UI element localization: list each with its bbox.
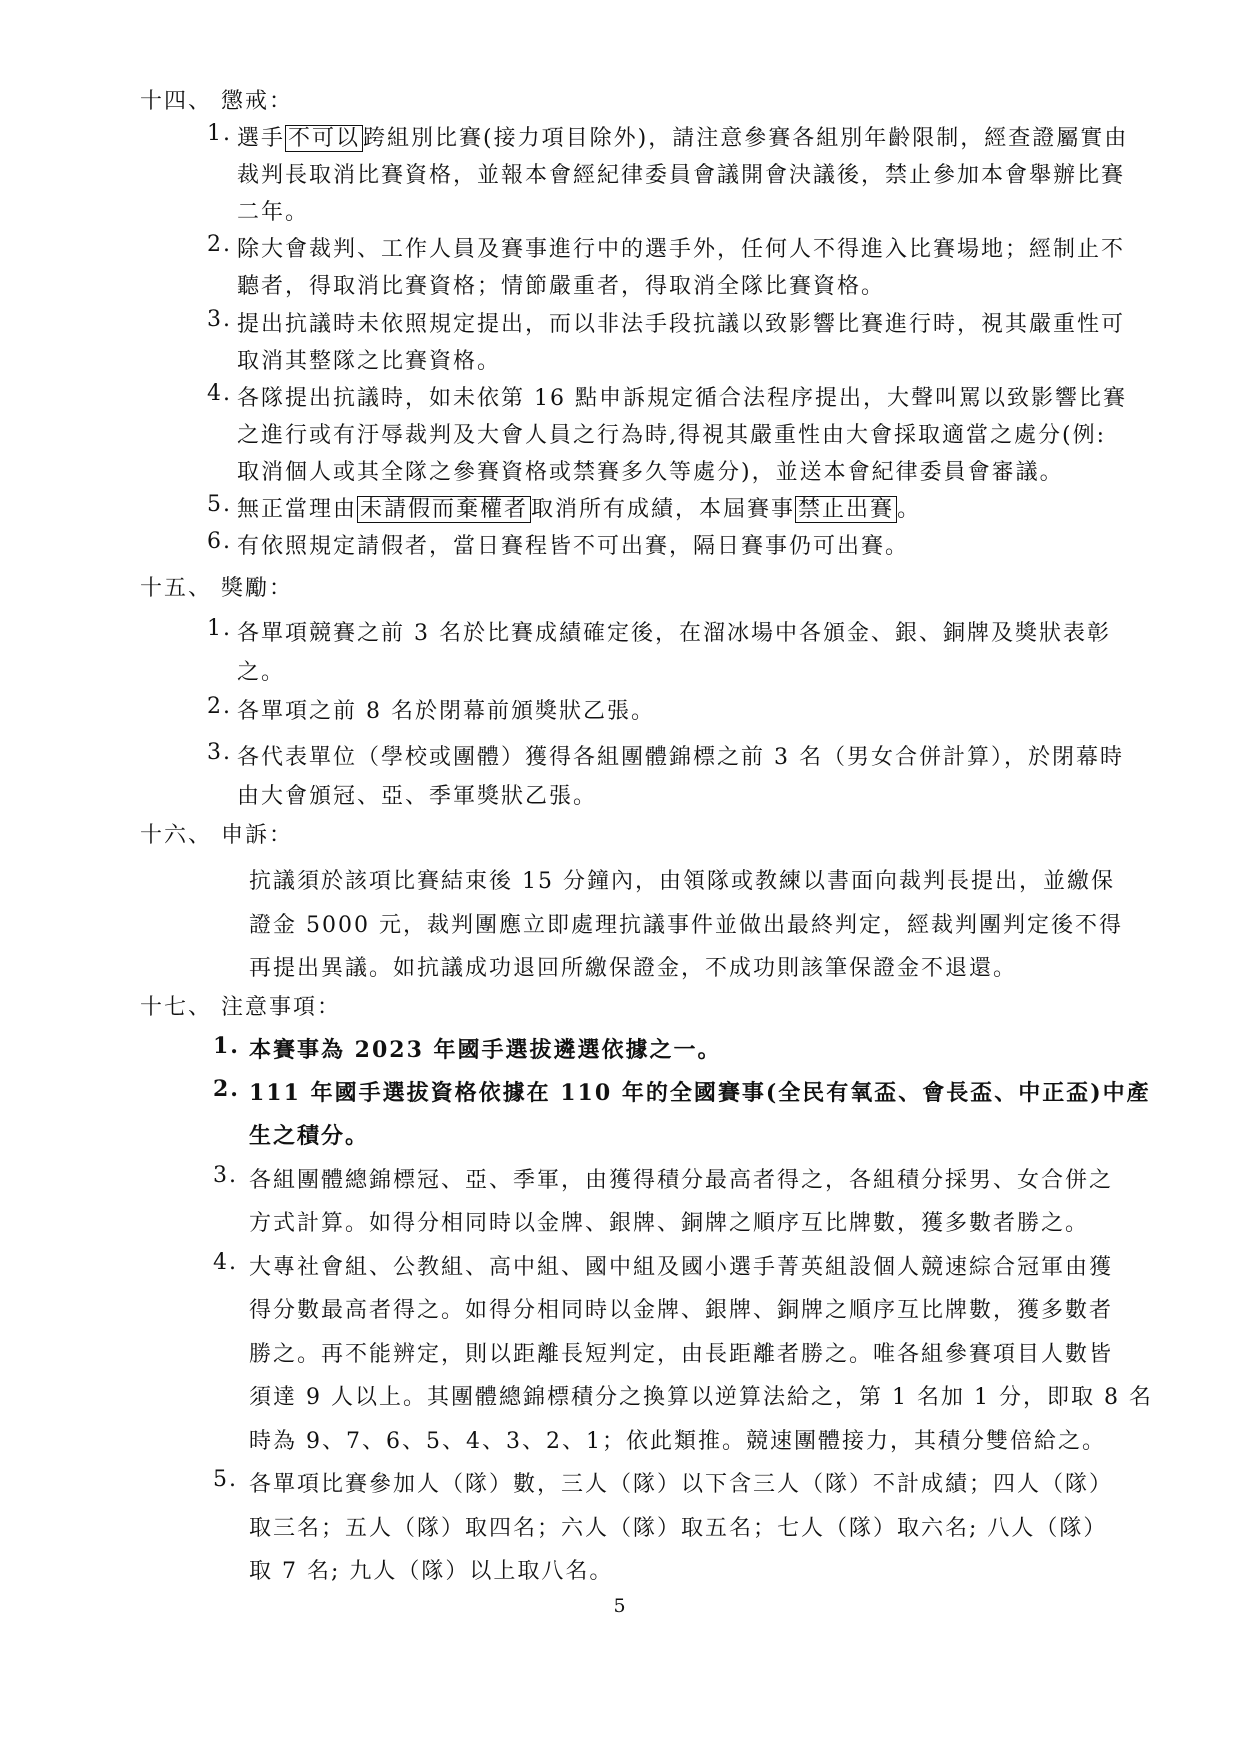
item-number: 2. xyxy=(207,232,232,257)
item-line: 各單項之前 8 名於閉幕前頒獎狀乙張。 xyxy=(237,699,655,724)
item-number: 6. xyxy=(207,529,232,554)
item-line: 本賽事為 2023 年國手選拔遴選依據之一。 xyxy=(249,1037,722,1063)
item-line: 取三名；五人（隊）取四名；六人（隊）取五名；七人（隊）取六名; 八人（隊） xyxy=(249,1516,1108,1541)
item-line: 之進行或有汙辱裁判及大會人員之行為時,得視其嚴重性由大會採取適當之處分(例: xyxy=(237,423,1106,448)
section-17-heading: 十七、 注意事項： xyxy=(140,995,341,1020)
section-14-heading: 十四、 懲戒： xyxy=(140,89,293,114)
paragraph-line: 證金 5000 元，裁判團應立即處理抗議事件並做出最終判定，經裁判團判定後不得 xyxy=(249,913,1123,938)
item-line: 須達 9 人以上。其團體總錦標積分之換算以逆算法給之，第 1 名加 1 分，即取 8 名 xyxy=(249,1385,1153,1410)
text-span: 無正當理由 xyxy=(237,497,358,522)
item-number: 5. xyxy=(213,1467,238,1492)
item-number: 4. xyxy=(207,381,232,406)
item-line: 大專社會組、公教組、高中組、國中組及國小選手菁英組設個人競速綜合冠軍由獲 xyxy=(249,1255,1114,1280)
item-line xyxy=(237,121,1128,152)
item-line: 之。 xyxy=(237,660,286,685)
page-number: 5 xyxy=(613,1595,628,1617)
text-span: 。 xyxy=(897,497,922,522)
item-line: 得分數最高者得之。如得分相同時以金牌、銀牌、銅牌之順序互比牌數，獲多數者 xyxy=(249,1298,1114,1323)
item-number: 1. xyxy=(207,616,232,641)
item-line: 各單項比賽參加人（隊）數，三人（隊）以下含三人（隊）不計成績；四人（隊） xyxy=(249,1472,1114,1497)
boxed-text: 未請假而棄權者 xyxy=(357,496,531,523)
item-line: 勝之。再不能辨定，則以距離長短判定，由長距離者勝之。唯各組參賽項目人數皆 xyxy=(249,1342,1114,1367)
item-line: 各代表單位（學校或團體）獲得各組團體錦標之前 3 名（男女合併計算），於閉幕時 xyxy=(237,745,1124,770)
item-line: 取消其整隊之比賽資格。 xyxy=(237,349,502,374)
text-span: 取消所有成績，本屆賽事 xyxy=(531,497,796,522)
item-number: 5. xyxy=(207,492,232,517)
item-number: 2. xyxy=(207,694,232,719)
item-line: 111 年國手選拔資格依據在 110 年的全國賽事(全民有氧盃、會長盃、中正盃)中產 xyxy=(249,1080,1151,1106)
item-line: 裁判長取消比賽資格，並報本會經紀律委員會議開會決議後，禁止參加本會舉辦比賽 xyxy=(237,163,1126,188)
item-line: 各單項競賽之前 3 名於比賽成績確定後，在溜冰場中各頒金、銀、銅牌及獎狀表彰 xyxy=(237,621,1111,646)
boxed-text: 不可以 xyxy=(285,125,363,152)
item-number: 3. xyxy=(207,307,232,332)
item-line: 二年。 xyxy=(237,200,310,225)
item-line: 取 7 名; 九人（隊）以上取八名。 xyxy=(249,1559,614,1584)
item-line xyxy=(237,492,921,523)
item-number: 2. xyxy=(213,1076,240,1102)
item-number: 1. xyxy=(213,1033,240,1059)
paragraph-line: 抗議須於該項比賽結束後 15 分鐘內，由領隊或教練以書面向裁判長提出，並繳保 xyxy=(249,869,1115,894)
item-line: 有依照規定請假者，當日賽程皆不可出賽，隔日賽事仍可出賽。 xyxy=(237,534,910,559)
item-line: 由大會頒冠、亞、季軍獎狀乙張。 xyxy=(237,784,598,809)
item-line: 聽者，得取消比賽資格；情節嚴重者，得取消全隊比賽資格。 xyxy=(237,274,886,299)
item-number: 3. xyxy=(207,740,232,765)
section-15-heading: 十五、 獎勵： xyxy=(140,576,293,601)
item-number: 1. xyxy=(207,121,232,146)
paragraph-line: 再提出異議。如抗議成功退回所繳保證金，不成功則該筆保證金不退還。 xyxy=(249,956,1018,981)
item-number: 3. xyxy=(213,1163,238,1188)
item-line: 各隊提出抗議時，如未依第 16 點申訴規定循合法程序提出，大聲叫罵以致影響比賽 xyxy=(237,386,1127,411)
item-line: 各組團體總錦標冠、亞、季軍，由獲得積分最高者得之，各組積分採男、女合併之 xyxy=(249,1168,1114,1193)
text-span: 選手 xyxy=(237,126,286,151)
item-line: 生之積分。 xyxy=(249,1123,370,1149)
item-line: 方式計算。如得分相同時以金牌、銀牌、銅牌之順序互比牌數，獲多數者勝之。 xyxy=(249,1211,1090,1236)
item-line: 取消個人或其全隊之參賽資格或禁賽多久等處分)，並送本會紀律委員會審議。 xyxy=(237,460,1064,485)
item-line: 時為 9、7、6、5、4、3、2、1；依此類推。競速團體接力，其積分雙倍給之。 xyxy=(249,1429,1106,1454)
item-number: 4. xyxy=(213,1250,238,1275)
item-line: 提出抗議時未依照規定提出，而以非法手段抗議以致影響比賽進行時，視其嚴重性可 xyxy=(237,312,1126,337)
text-span: 跨組別比賽(接力項目除外)，請注意參賽各組別年齡限制，經查證屬實由 xyxy=(363,126,1129,151)
item-line: 除大會裁判、工作人員及賽事進行中的選手外，任何人不得進入比賽場地；經制止不 xyxy=(237,237,1126,262)
section-16-heading: 十六、 申訴： xyxy=(140,823,293,848)
boxed-text: 禁止出賽 xyxy=(795,496,897,523)
